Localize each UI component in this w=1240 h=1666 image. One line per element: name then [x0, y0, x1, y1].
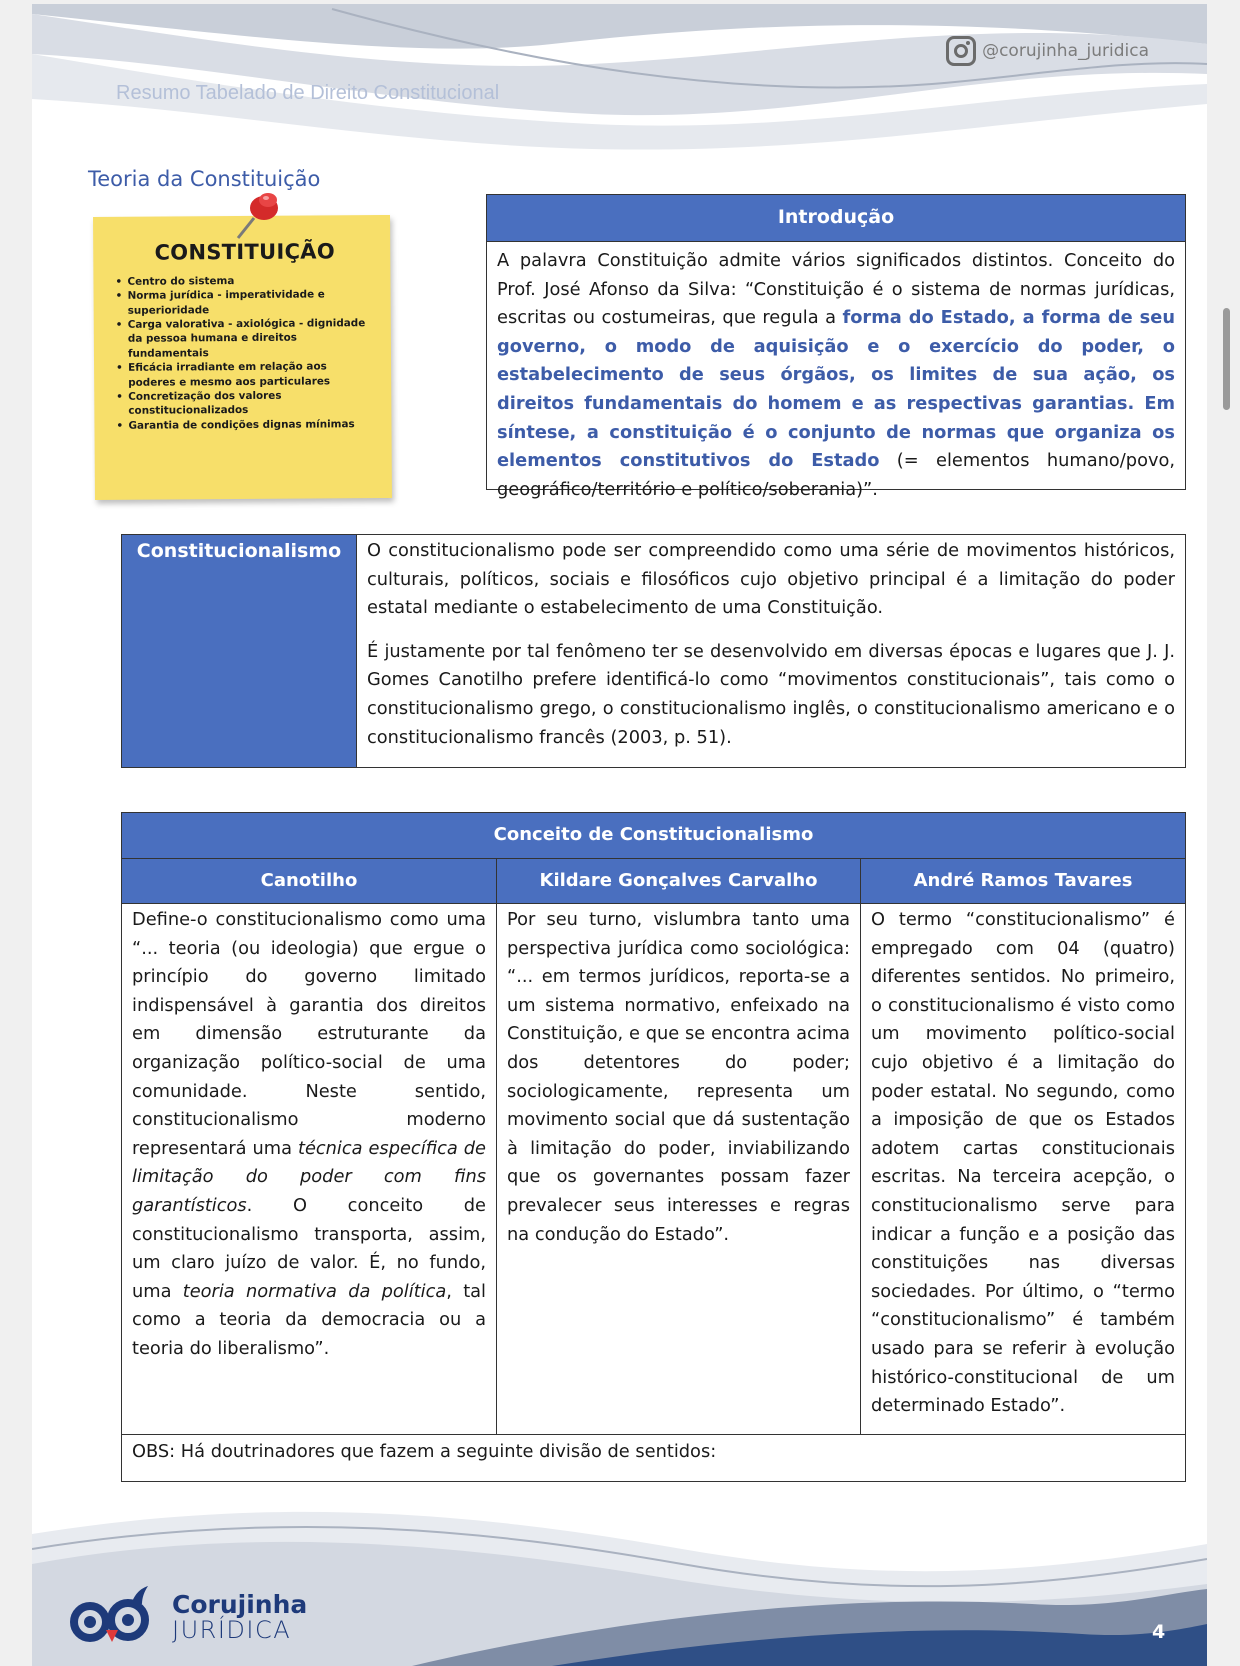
column-header-canotilho: Canotilho	[122, 859, 497, 903]
constitucionalismo-paragraph: O constitucionalismo pode ser compreendido como uma série de movimentos históricos, culturais, políticos, sociais e filosóficos cujo objetivo principal é a limitação do poder estatal mediante o estabelecimento de uma Constituição.	[367, 540, 1175, 619]
conceito-column-headers	[122, 859, 1185, 904]
instagram-handle-text: @corujinha_juridica	[982, 41, 1149, 61]
cell-kildare: Por seu turno, vislumbra tanto uma perspectiva jurídica como sociológica: “... em termos jurídicos, reporta-se a um sistema normativo, enfeixado na Constituição, e que se encontra acima dos detentores do poder; sociologicamente, representa um movimento social que dá sustentação à limitação do poder, inviabilizando que os governantes possam fazer prevalecer seus interesses e regras na condução do Estado”.	[497, 904, 861, 1434]
constituicao-postit-note	[93, 215, 392, 500]
introducao-text-highlight: forma do Estado, a forma de seu governo, o modo de aquisição e o exercício do poder, o estabelecimento de seus órgãos, os limites de sua ação, os direitos fundamentais do homem e as respectivas garantias. Em síntese, a constituição é o conjunto de normas que organiza os elementos constitutivos do Estado	[497, 307, 1175, 472]
document-title: Resumo Tabelado de Direito Constitucional	[116, 82, 500, 104]
section-title: Teoria da Constituição	[88, 167, 321, 191]
page-number: 4	[1152, 1621, 1166, 1643]
constitucionalismo-paragraph: É justamente por tal fenômeno ter se desenvolvido em diversas épocas e lugares que J. J. Gomes Canotilho prefere identificá-lo como “movimentos constitucionais”, tais como o constitucionalismo grego, o constitucionalismo inglês, o constitucionalismo americano e o constitucionalismo francês (2003, p. 51).	[367, 640, 1175, 748]
owl-logo-icon	[70, 1584, 166, 1650]
introducao-text-plain-end: (= elementos humano/povo, geográfico/território e político/soberania)”.	[497, 450, 1175, 500]
postit-item: • Concretização dos valores constitucionalizados	[116, 388, 375, 419]
logo-line2: JURÍDICA	[172, 1616, 292, 1644]
postit-item: • Norma jurídica - imperatividade e superioridade	[116, 287, 375, 318]
logo-line1: Corujinha	[172, 1590, 308, 1619]
constitucionalismo-box	[121, 534, 1186, 768]
cell-text: , tal como a teoria da democracia ou a teoria do liberalismo”.	[132, 1280, 486, 1359]
instagram-icon	[946, 36, 976, 66]
introducao-text	[487, 242, 1185, 504]
postit-item: • Carga valorativa - axiológica - dignidade da pessoa humana e direitos fundamentais	[116, 316, 375, 361]
document-page	[32, 4, 1207, 1666]
introducao-text-plain: A palavra Constituição admite vários significados distintos. Conceito do Prof. José Afonso da Silva: “Constituição é o sistema de normas jurídicas, escritas ou costumeiras, que regula a	[497, 250, 1175, 329]
constitucionalismo-text	[357, 535, 1185, 767]
pushpin-icon	[228, 186, 288, 246]
corujinha-juridica-logo	[70, 1584, 307, 1650]
cell-text-italic: técnica específica de limitação do poder com fins garantísticos	[132, 1137, 486, 1216]
column-header-tavares: André Ramos Tavares	[861, 859, 1185, 903]
cell-text-italic: teoria normativa da política	[182, 1280, 447, 1302]
constitucionalismo-label: Constitucionalismo	[122, 535, 357, 767]
postit-item: • Garantia de condições dignas mínimas	[116, 417, 375, 433]
scrollbar-thumb[interactable]	[1223, 308, 1230, 410]
instagram-handle	[946, 36, 1149, 66]
postit-title: CONSTITUIÇÃO	[154, 239, 336, 265]
obs-row: OBS: Há doutrinadores que fazem a seguinte divisão de sentidos:	[132, 1441, 717, 1462]
cell-text: Define-o constitucionalismo como uma “... teoria (ou ideologia) que ergue o princípio do governo limitado indispensável à garantia dos direitos em dimensão estruturante da organização político-social de uma comunidade. Neste sentido, constitucionalismo moderno representará uma	[132, 909, 486, 1159]
header-wave-decoration	[32, 4, 1207, 154]
logo-text	[172, 1592, 307, 1642]
conceito-table-row	[122, 904, 1185, 1435]
cell-canotilho	[122, 904, 497, 1434]
postit-list	[115, 273, 375, 433]
cell-text: . O conceito de constitucionalismo transporta, assim, um claro juízo de valor. É, no fundo, uma	[132, 1194, 486, 1302]
postit-item: • Eficácia irradiante em relação aos poderes e mesmo aos particulares	[116, 359, 375, 390]
column-header-kildare: Kildare Gonçalves Carvalho	[497, 859, 861, 903]
introducao-heading: Introdução	[487, 195, 1185, 242]
introducao-box	[486, 194, 1186, 500]
conceito-heading: Conceito de Constitucionalismo	[122, 813, 1185, 859]
cell-tavares: O termo “constitucionalismo” é empregado com 04 (quatro) diferentes sentidos. No primeiro, o constitucionalismo é visto como um movimento político-social cujo objetivo é a limitação do poder estatal. No segundo, como a imposição de que os Estados adotem cartas constitucionais escritas. Na terceira acepção, o constitucionalismo serve para indicar a função e a posição das constituições nas diversas sociedades. Por último, o “termo “constitucionalismo” é também usado para se referir à evolução histórico-constitucional de um determinado Estado”.	[871, 909, 1175, 1417]
conceito-table	[121, 812, 1186, 1482]
postit-item: • Centro do sistema	[115, 273, 374, 289]
